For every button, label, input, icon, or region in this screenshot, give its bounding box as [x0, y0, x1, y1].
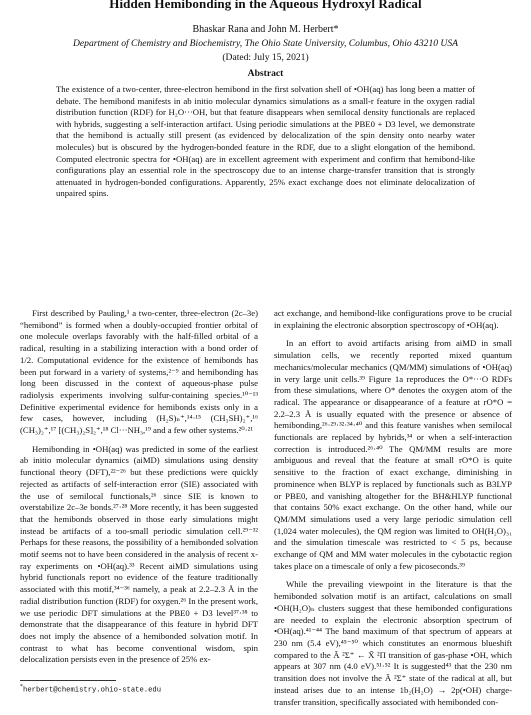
authors: Bhaskar Rana and John M. Herbert* [192, 24, 339, 35]
body-paragraph: While the prevailing viewpoint in the literature is that the hemibonded solvation motif is an artifact, calculations on small •OH(H₂O)ₙ clusters suggest that these hemibonded configurations are needed to explain the electronic absorption spectrum of •OH(aq).⁴¹⁻⁴⁴ The band maximum of that spectrum of appears at 230 nm (5.4 eV),⁴⁵⁻⁵⁰ which constitutes an enormous blueshift compared to the Ã ²Σ⁺ ← X̃ ²Π transition of gas-phase •OH, which appears at 307 nm (4.0 eV).⁵¹·⁵² It is suggested⁴³ that the 230 nm transition does not involve the Ã ²Σ⁺ state of the radical at all, but instead arises due to an intense 1b₂(H₂O) → 2p(•OH) charge-transfer transition, specifically associated with hemibonded con- [274, 579, 512, 707]
affiliation: Department of Chemistry and Biochemistry, The Ohio State University, Columbus, Ohio 43210 USA [72, 38, 459, 49]
abstract-body: The existence of a two-center, three-electron hemibond in the first solvation shell of •OH(aq) has long been a matter of debate. The hemibond manifests in ab initio molecular dynamics simulations as a small-r feature in the oxygen radial distribution function (RDF) for H₂O···OH, but that feature disappears when semilocal density functionals are replaced with hybrids, suggesting a self-interaction artifact. Using periodic simulations at the PBE0 + D3 level, we demonstrate that the hemibond is actually still present (as evidenced by delocalization of the spin density onto nearby water molecules) but is obscured by the hydrogen-bonded feature in the RDF, due to a slight elongation of the hemibond. Computed electronic spectra for •OH(aq) are in excellent agreement with experiment and confirm that hemibond-like configurations play an essential role in the spectroscopy due to an intense charge-transfer transition that is strongly attenuated in hydrogen-bonded configurations. Apparently, 25% exact exchange does not eliminate delocalization of unpaired spins. [56, 84, 475, 199]
body-paragraph: In an effort to avoid artifacts arising from aiMD in small simulation cells, we recently reported mixed quantum mechanics/molecular mechanics (QM/MM) simulations of •OH(aq) in very large unit cells.³⁹ Figure 1a reproduces the O*···O RDFs from these simulations, where O* denotes the oxygen atom of the radical. The appearance or disappearance of a feature at rO*O = 2.2–2.3 Å is usually equated with the presence or absence of hemibonding,²⁶·²⁹·³²·³⁴·⁴⁰ and this feature vanishes when semilocal functionals are replaced by hybrids,³⁴ or when a self-interaction correction is introduced.²⁶·⁴⁰ The QM/MM results are more ambiguous and reveal that the feature at small rO*O is quite sensitive to the fraction of exact exchange, diminishing in prominence when BLYP is replaced by functionals such as B3LYP or PBE0, and vanishing altogether for the BH&HLYP functional that contains 50% exact exchange. On the other hand, while our QM/MM simulations used a very large periodic simulation cell (1,024 water molecules), the QM region was limited to OH(H₂O)₃₁ and the simulation timescale was restricted to < 5 ps, because exchange of QM and MM water molecules in the cybotactic region takes place on a timescale of only a few picoseconds.³⁹ [274, 338, 512, 571]
right-column [274, 308, 512, 715]
paper-title: Hidden Hemibonding in the Aqueous Hydroxyl Radical [109, 0, 422, 11]
body-paragraph: Hemibonding in •OH(aq) was predicted in some of the earliest ab initio molecular dynamics (aiMD) simulations using density functional theory (DFT),²²⁻²⁶ but these predictions were quickly rejected as artifacts of self-interaction error (SIE) associated with the use of semilocal functionals,²⁶ since SIE is known to overstabilize 2c–3e bonds.²⁷·²⁸ More recently, it has been suggested that the hemibonds observed in those early simulations might instead be artifacts of a too-small periodic simulation cell.²⁹⁻³² Perhaps for these reasons, the possibility of a hemibonded solvation motif seems not to have been considered in the analysis of recent x-ray experiments on •OH(aq).³³ Recent aiMD simulations using hybrid functionals report no evidence of the feature traditionally associated with this motif,³⁴⁻³⁶ namely, a peak at 2.2–2.3 Å in the radial distribution function (RDF) for oxygen.²⁶ In the present work, we use periodic DFT simulations at the PBE0 + D3 level³⁷·³⁸ to demonstrate that the disappearance of this feature in hybrid DFT does not imply the absence of a hemibonded solvation motif. In contrast to what has become conventional wisdom, spin delocalization persists even in the presence of 25% ex- [20, 443, 258, 665]
dated: (Dated: July 15, 2021) [222, 52, 309, 63]
abstract-heading: Abstract [247, 68, 284, 79]
footnote-email [20, 684, 161, 694]
body-paragraph: First described by Pauling,¹ a two-center, three-electron (2c–3e) “hemibond” is formed when a doubly-occupied frontier orbital of one molecule overlaps favorably with the half-filled orbital of a radical, resulting in a stabilizing interaction with a bond order of 1/2. Computational evidence for the existence of hemibonds has been put forward in a variety of systems,²⁻⁹ and hemibonding has long been discussed in the context of aqueous-phase pulse radiolysis experiments involving sulfur-containing species.¹⁰⁻¹³ Definitive experimental evidence for hemibonds exists only in a few cases, however, including (H₂S)ₙ⁺,¹⁴·¹⁵ (CH₃SH)₂⁺,¹⁶ (CH₃)₂⁺,¹⁷ [(CH₃)₂S]₂⁺,¹⁸ Cl···NH₃,¹⁹ and a few other systems.²⁰·²¹ [20, 308, 258, 436]
footnote-text: herbert@chemistry.ohio-state.edu [23, 686, 162, 695]
footnote-mark: * [20, 684, 23, 690]
footnote-rule [20, 680, 116, 681]
body-paragraph: act exchange, and hemibond-like configurations prove to be crucial in explaining the electronic absorption spectroscopy of •OH(aq). [274, 308, 512, 330]
left-column [20, 308, 258, 673]
